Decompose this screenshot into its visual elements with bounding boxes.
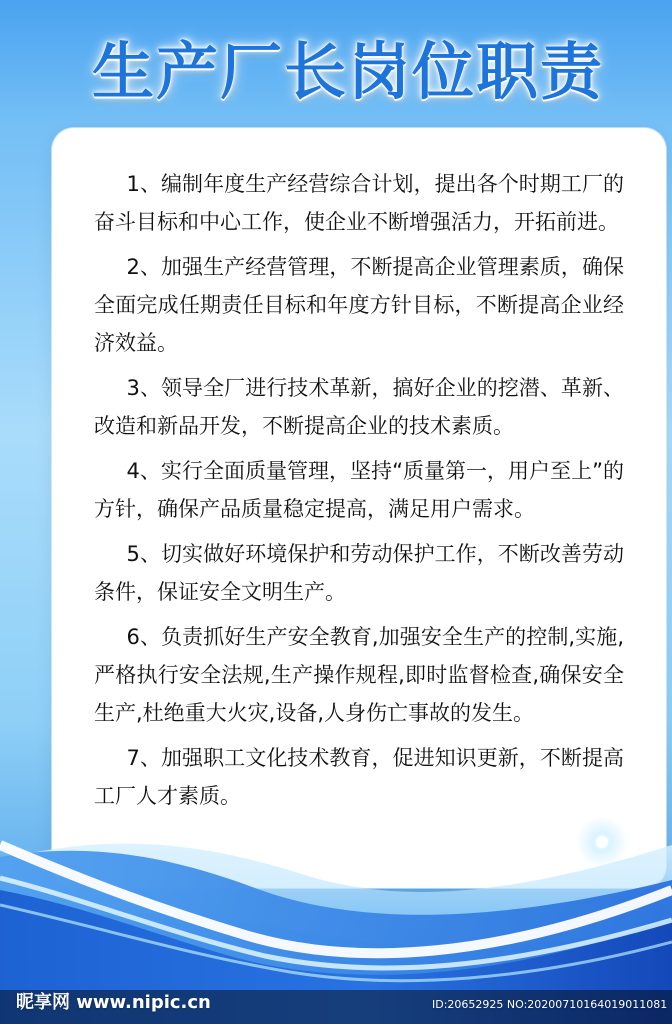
duty-item-5: 5、切实做好环境保护和劳动保护工作，不断改善劳动条件，保证安全文明生产。 [94,542,624,604]
watermark-id: ID:20652925 NO:20200710164019011081 [432,998,668,1011]
duty-item-3: 3、领导全厂进行技术革新，搞好企业的挖潜、革新、改造和新品开发，不断提高企业的技术素质。 [94,376,624,438]
glow-core [596,836,608,848]
duty-item-6: 6、负责抓好生产安全教育,加强安全生产的控制,实施,严格执行安全法规,生产操作规程,即时监督检查,确保安全生产,杜绝重大火灾,设备,人身伤亡事故的发生。 [94,625,624,725]
watermark-brand: 昵享网 www.nipic.cn [16,992,211,1013]
duty-item-1: 1、编制年度生产经营综合计划，提出各个时期工厂的奋斗目标和中心工作，使企业不断增强活力，开拓前进。 [94,172,624,234]
duty-item-2: 2、加强生产经营管理，不断提高企业管理素质，确保全面完成任期责任目标和年度方针目标，不断提高企业经济效益。 [94,255,624,355]
duty-item-4: 4、实行全面质量管理，坚持“质量第一，用户至上”的方针，确保产品质量稳定提高，满足用户需求。 [94,459,624,521]
page-title: 生产厂长岗位职责 [92,35,605,108]
duty-item-7: 7、加强职工文化技术教育，促进知识更新，不断提高工厂人才素质。 [94,746,624,808]
